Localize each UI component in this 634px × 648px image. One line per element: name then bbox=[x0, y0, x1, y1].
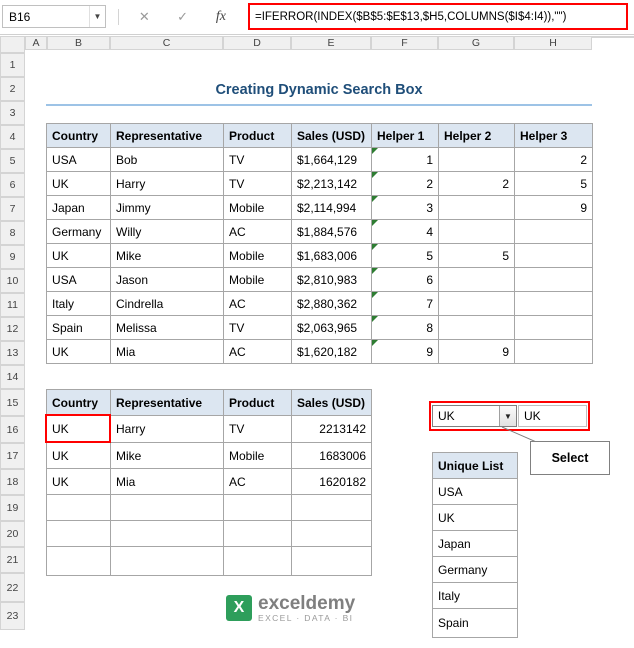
cell-helper1[interactable]: 8 bbox=[372, 316, 439, 340]
cell-sales[interactable]: 2213142 bbox=[292, 416, 372, 443]
column-header-label: D bbox=[253, 37, 261, 49]
row-header-8[interactable] bbox=[0, 221, 25, 245]
column-header-label: G bbox=[471, 37, 481, 49]
cell-product[interactable]: AC bbox=[224, 340, 292, 364]
row-header-label: 8 bbox=[9, 227, 16, 239]
cell-rep[interactable]: Mia bbox=[111, 340, 224, 364]
row-header-15[interactable] bbox=[0, 389, 25, 416]
cell-country[interactable]: UK bbox=[47, 416, 111, 443]
row-header-4[interactable] bbox=[0, 125, 25, 149]
row-header-14[interactable] bbox=[0, 365, 25, 389]
row-header-21[interactable] bbox=[0, 547, 25, 573]
row-header-1[interactable] bbox=[0, 53, 25, 77]
table-row[interactable] bbox=[47, 268, 593, 292]
row-header-label: 16 bbox=[6, 423, 19, 436]
column-header-helper-1: Helper 1 bbox=[372, 124, 439, 148]
table-row[interactable] bbox=[47, 495, 372, 521]
column-header-H[interactable] bbox=[514, 36, 592, 50]
row-header-label: 6 bbox=[9, 179, 16, 191]
column-header-label: C bbox=[162, 37, 171, 49]
cell-rep[interactable]: Mia bbox=[111, 469, 224, 495]
column-header-B[interactable] bbox=[47, 36, 110, 50]
column-header-label: H bbox=[549, 37, 557, 49]
cell-helper3[interactable] bbox=[515, 244, 593, 268]
column-header-helper-3: Helper 3 bbox=[515, 124, 593, 148]
cell-product[interactable]: TV bbox=[224, 416, 292, 443]
row-header-10[interactable] bbox=[0, 269, 25, 293]
row-header-11[interactable] bbox=[0, 293, 25, 317]
name-box-value: B16 bbox=[9, 9, 31, 24]
unique-list-cell[interactable]: Italy bbox=[433, 583, 518, 609]
cell-country[interactable]: UK bbox=[47, 443, 111, 469]
cell-product[interactable]: AC bbox=[224, 292, 292, 316]
column-header-label: E bbox=[327, 37, 335, 49]
table-header-row bbox=[47, 124, 593, 148]
row-header-label: 12 bbox=[6, 323, 19, 335]
cell-rep[interactable] bbox=[111, 547, 224, 576]
cell-sales[interactable]: $2,063,965 bbox=[292, 316, 372, 340]
cell-rep[interactable]: Bob bbox=[111, 148, 224, 172]
table-header-row bbox=[433, 453, 518, 479]
row-header-label: 9 bbox=[9, 251, 16, 263]
row-header-label: 23 bbox=[6, 610, 19, 622]
cell-sales[interactable]: $1,884,576 bbox=[292, 220, 372, 244]
cell-sales[interactable]: 1683006 bbox=[292, 443, 372, 469]
cell-helper2[interactable]: 9 bbox=[439, 340, 515, 364]
page-title: Creating Dynamic Search Box bbox=[215, 82, 423, 98]
column-header-country: Country bbox=[47, 390, 111, 416]
cell-country[interactable] bbox=[47, 495, 111, 521]
table-row[interactable] bbox=[47, 316, 593, 340]
column-header-label: F bbox=[401, 37, 408, 49]
cell-helper1[interactable]: 2 bbox=[372, 172, 439, 196]
row-header-17[interactable] bbox=[0, 443, 25, 469]
column-header-representative: Representative bbox=[111, 124, 224, 148]
column-header-unique-list: Unique List bbox=[433, 453, 518, 479]
row-header-7[interactable] bbox=[0, 197, 25, 221]
cell-helper2[interactable] bbox=[439, 220, 515, 244]
combo-box-value: UK bbox=[438, 409, 455, 423]
table-row[interactable] bbox=[47, 547, 372, 576]
cell-country[interactable] bbox=[47, 547, 111, 576]
cell-helper3[interactable]: 9 bbox=[515, 196, 593, 220]
cell-sales[interactable]: $1,620,182 bbox=[292, 340, 372, 364]
watermark-brand: exceldemy bbox=[258, 593, 356, 614]
row-header-18[interactable] bbox=[0, 469, 25, 495]
column-header-label: A bbox=[32, 37, 40, 49]
list-item[interactable] bbox=[433, 583, 518, 609]
row-header-12[interactable] bbox=[0, 317, 25, 341]
cell-sales[interactable] bbox=[292, 495, 372, 521]
row-header-3[interactable] bbox=[0, 101, 25, 125]
row-header-label: 13 bbox=[6, 347, 19, 359]
cell-product[interactable]: Mobile bbox=[224, 196, 292, 220]
unique-list-cell[interactable]: Germany bbox=[433, 557, 518, 583]
cell-rep[interactable] bbox=[111, 495, 224, 521]
row-header-label: 21 bbox=[6, 554, 19, 566]
column-header-country: Country bbox=[47, 124, 111, 148]
divider bbox=[0, 34, 634, 35]
row-header-label: 3 bbox=[9, 107, 16, 119]
cell-product[interactable] bbox=[224, 547, 292, 576]
cell-product[interactable]: Mobile bbox=[224, 268, 292, 292]
cell-country[interactable]: Italy bbox=[47, 292, 111, 316]
unique-list-cell[interactable]: UK bbox=[433, 505, 518, 531]
cell-rep[interactable] bbox=[111, 521, 224, 547]
column-header-product: Product bbox=[224, 390, 292, 416]
cell-country[interactable]: Germany bbox=[47, 220, 111, 244]
formula-bar bbox=[0, 0, 634, 34]
cell-product[interactable]: TV bbox=[224, 316, 292, 340]
cell-product[interactable]: AC bbox=[224, 469, 292, 495]
table-row[interactable] bbox=[47, 340, 593, 364]
cell-sales[interactable]: $2,880,362 bbox=[292, 292, 372, 316]
cell-sales[interactable]: $1,683,006 bbox=[292, 244, 372, 268]
row-header-label: 2 bbox=[9, 83, 16, 95]
linked-cell-value: UK bbox=[524, 409, 541, 423]
cell-helper2[interactable] bbox=[439, 148, 515, 172]
cell-rep[interactable]: Jimmy bbox=[111, 196, 224, 220]
row-header-label: 18 bbox=[6, 476, 19, 488]
table-row[interactable] bbox=[47, 220, 593, 244]
callout-select: Select bbox=[530, 441, 610, 475]
row-header-label: 14 bbox=[6, 371, 19, 383]
cell-helper1[interactable]: 4 bbox=[372, 220, 439, 244]
watermark-tagline: EXCEL · DATA · BI bbox=[258, 612, 354, 623]
unique-list-cell[interactable]: Spain bbox=[433, 609, 518, 638]
cell-helper1[interactable]: 5 bbox=[372, 244, 439, 268]
cell-rep[interactable]: Mike bbox=[111, 443, 224, 469]
result-table bbox=[46, 389, 372, 576]
cell-country[interactable]: USA bbox=[47, 148, 111, 172]
cell-country[interactable]: UK bbox=[47, 244, 111, 268]
row-header-label: 5 bbox=[9, 155, 16, 167]
cell-product[interactable] bbox=[224, 495, 292, 521]
row-header-20[interactable] bbox=[0, 521, 25, 547]
exceldemy-logo-icon: X bbox=[226, 595, 252, 621]
row-header-label: 15 bbox=[6, 396, 19, 409]
fx-icon[interactable]: fx bbox=[215, 8, 226, 24]
column-header-product: Product bbox=[224, 124, 292, 148]
cell-product[interactable]: Mobile bbox=[224, 443, 292, 469]
table-row[interactable] bbox=[47, 172, 593, 196]
cell-sales[interactable]: $2,213,142 bbox=[292, 172, 372, 196]
column-header-label: B bbox=[74, 37, 82, 49]
cell-country[interactable]: Japan bbox=[47, 196, 111, 220]
column-header-F[interactable] bbox=[371, 36, 438, 50]
cell-helper3[interactable]: 5 bbox=[515, 172, 593, 196]
cell-sales[interactable]: $2,810,983 bbox=[292, 268, 372, 292]
row-header-label: 11 bbox=[7, 299, 18, 311]
cell-helper2[interactable] bbox=[439, 268, 515, 292]
row-header-13[interactable] bbox=[0, 341, 25, 365]
row-header-9[interactable] bbox=[0, 245, 25, 269]
country-combo-box[interactable] bbox=[432, 405, 517, 427]
title-underline bbox=[46, 104, 592, 106]
column-header-representative: Representative bbox=[111, 390, 224, 416]
cell-sales[interactable]: 1620182 bbox=[292, 469, 372, 495]
cell-sales[interactable] bbox=[292, 547, 372, 576]
table-row[interactable] bbox=[47, 148, 593, 172]
column-header-A[interactable] bbox=[25, 36, 47, 50]
cell-rep[interactable]: Melissa bbox=[111, 316, 224, 340]
cell-sales[interactable] bbox=[292, 521, 372, 547]
column-header-C[interactable] bbox=[110, 36, 223, 50]
row-header-label: 1 bbox=[9, 59, 16, 71]
chevron-down-icon[interactable]: ▼ bbox=[89, 6, 105, 27]
watermark-text bbox=[258, 594, 355, 623]
cell-product[interactable] bbox=[224, 521, 292, 547]
cell-helper3[interactable] bbox=[515, 292, 593, 316]
column-header-extra[interactable] bbox=[592, 36, 634, 38]
cell-rep[interactable]: Harry bbox=[111, 416, 224, 443]
column-header-helper-2: Helper 2 bbox=[439, 124, 515, 148]
table-row[interactable] bbox=[47, 196, 593, 220]
row-header-2[interactable] bbox=[0, 77, 25, 101]
cell-product[interactable]: Mobile bbox=[224, 244, 292, 268]
cell-helper1[interactable]: 6 bbox=[372, 268, 439, 292]
row-header-16[interactable] bbox=[0, 416, 25, 443]
cell-helper2[interactable] bbox=[439, 196, 515, 220]
row-header-5[interactable] bbox=[0, 149, 25, 173]
row-header-23[interactable] bbox=[0, 602, 25, 630]
main-data-table bbox=[46, 123, 593, 364]
cell-product[interactable]: TV bbox=[224, 148, 292, 172]
check-icon[interactable]: ✓ bbox=[177, 8, 189, 24]
unique-list-cell[interactable]: USA bbox=[433, 479, 518, 505]
row-header-label: 7 bbox=[9, 203, 16, 215]
table-row[interactable] bbox=[47, 469, 372, 495]
formula-text: =IFERROR(INDEX($B$5:$E$13,$H5,COLUMNS($I$4:I4)),"") bbox=[255, 10, 567, 23]
cell-helper2[interactable] bbox=[439, 316, 515, 340]
table-row[interactable] bbox=[47, 244, 593, 268]
row-header-label: 20 bbox=[6, 528, 19, 540]
cell-helper1[interactable]: 9 bbox=[372, 340, 439, 364]
cell-rep[interactable]: Willy bbox=[111, 220, 224, 244]
row-header-label: 4 bbox=[9, 131, 16, 143]
chevron-down-icon[interactable]: ▼ bbox=[499, 406, 516, 426]
unique-list-table bbox=[432, 452, 518, 638]
watermark-logo bbox=[226, 594, 355, 623]
row-header-label: 10 bbox=[6, 275, 19, 287]
cell-rep[interactable]: Cindrella bbox=[111, 292, 224, 316]
name-box[interactable] bbox=[2, 5, 106, 28]
cell-product[interactable]: AC bbox=[224, 220, 292, 244]
table-row[interactable] bbox=[47, 292, 593, 316]
row-header-label: 22 bbox=[6, 581, 19, 594]
cell-helper1[interactable]: 1 bbox=[372, 148, 439, 172]
table-row[interactable] bbox=[47, 443, 372, 469]
list-item[interactable] bbox=[433, 479, 518, 505]
cell-country[interactable]: UK bbox=[47, 469, 111, 495]
table-header-row bbox=[47, 390, 372, 416]
cell-helper3[interactable] bbox=[515, 340, 593, 364]
cell-helper1[interactable]: 3 bbox=[372, 196, 439, 220]
close-icon[interactable]: ✕ bbox=[138, 8, 150, 24]
table-row[interactable] bbox=[47, 416, 372, 443]
row-header-22[interactable] bbox=[0, 573, 25, 602]
cell-sales[interactable]: $1,664,129 bbox=[292, 148, 372, 172]
cell-rep[interactable]: Jason bbox=[111, 268, 224, 292]
linked-cell[interactable] bbox=[518, 405, 587, 427]
cell-country[interactable]: Spain bbox=[47, 316, 111, 340]
cell-helper3[interactable] bbox=[515, 220, 593, 244]
cell-sales[interactable]: $2,114,994 bbox=[292, 196, 372, 220]
divider bbox=[118, 9, 119, 25]
formula-buttons bbox=[112, 5, 240, 28]
table-row[interactable] bbox=[47, 521, 372, 547]
cell-helper3[interactable] bbox=[515, 316, 593, 340]
list-item[interactable] bbox=[433, 609, 518, 638]
cell-helper3[interactable] bbox=[515, 268, 593, 292]
cell-country[interactable] bbox=[47, 521, 111, 547]
cell-helper3[interactable]: 2 bbox=[515, 148, 593, 172]
cell-country[interactable]: UK bbox=[47, 340, 111, 364]
cell-helper1[interactable]: 7 bbox=[372, 292, 439, 316]
select-all-corner[interactable] bbox=[0, 36, 25, 53]
unique-list-cell[interactable]: Japan bbox=[433, 531, 518, 557]
list-item[interactable] bbox=[433, 557, 518, 583]
row-header-label: 17 bbox=[6, 450, 19, 462]
cell-rep[interactable]: Harry bbox=[111, 172, 224, 196]
list-item[interactable] bbox=[433, 531, 518, 557]
cell-helper2[interactable] bbox=[439, 292, 515, 316]
column-header-G[interactable] bbox=[438, 36, 514, 50]
cell-rep[interactable]: Mike bbox=[111, 244, 224, 268]
row-header-19[interactable] bbox=[0, 495, 25, 521]
formula-input[interactable] bbox=[248, 3, 628, 30]
cell-helper2[interactable]: 2 bbox=[439, 172, 515, 196]
cell-helper2[interactable]: 5 bbox=[439, 244, 515, 268]
column-header-sales: Sales (USD) bbox=[292, 390, 372, 416]
column-header-D[interactable] bbox=[223, 36, 291, 50]
cell-country[interactable]: UK bbox=[47, 172, 111, 196]
cell-country[interactable]: USA bbox=[47, 268, 111, 292]
row-header-label: 19 bbox=[6, 502, 19, 514]
cell-product[interactable]: TV bbox=[224, 172, 292, 196]
column-header-sales: Sales (USD) bbox=[292, 124, 372, 148]
column-header-E[interactable] bbox=[291, 36, 371, 50]
list-item[interactable] bbox=[433, 505, 518, 531]
row-header-6[interactable] bbox=[0, 173, 25, 197]
